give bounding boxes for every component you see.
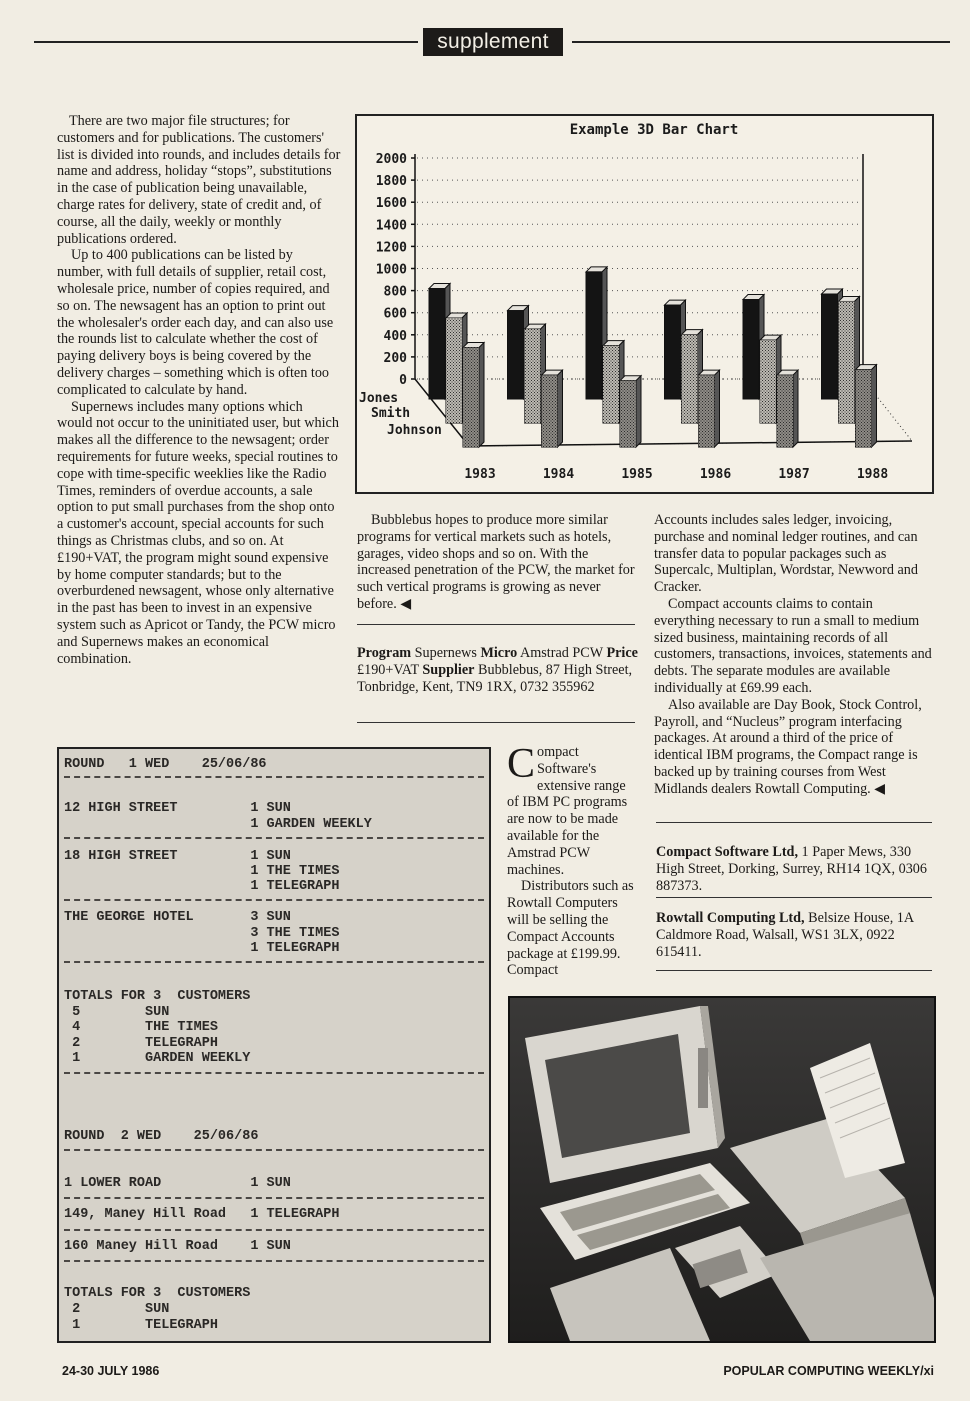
bubblebus-paragraph: Bubblebus hopes to produce more similar programs for vertical markets such as hotels, garages, video shops and so on. With the increased penetration of the PCW, the market for such vertical programs is growing as never before. (357, 512, 635, 612)
compact-article-right (654, 512, 932, 798)
bar-texture (463, 348, 479, 447)
left-article-column (57, 113, 341, 667)
header-rule-right (572, 41, 950, 43)
credit-label: Supplier (422, 661, 475, 678)
bar-texture (777, 375, 793, 447)
x-tick-label: 1988 (856, 467, 889, 482)
printout-line: 160 Maney Hill Road 1 SUN (64, 1239, 291, 1254)
rounds-printout (57, 747, 491, 1343)
x-tick-label: 1985 (621, 467, 653, 482)
x-tick-label: 1984 (542, 467, 575, 482)
printout-line: THE GEORGE HOTEL 3 SUN (64, 910, 291, 925)
bar-side (558, 370, 563, 447)
bar-side (715, 370, 720, 447)
printout-line: 2 SUN (64, 1302, 170, 1317)
contact-name: Compact Software Ltd, (656, 844, 798, 860)
contact-address: Belsize House, 1A Caldmore Road, Walsall, WS1 3LX, 0922 615411. (656, 910, 914, 960)
compact-paragraph: Also available are Day Book, Stock Control, Payroll, and “Nucleus” program interfacing packages. At around a third of the price of identical IBM programs, the Compact range is backed up by training courses from West Midlands dealers Rowtall Computing. (654, 696, 922, 797)
credit-program: Supernews (414, 645, 477, 661)
bubblebus-text (357, 512, 637, 613)
compact-paragraph: Accounts includes sales ledger, invoicing, purchase and nominal ledger routines, and can transfer data to popular packages such as Supercalc, Multiplan, Wordstar, Newword and Cracker. (654, 512, 918, 596)
bar-texture (856, 370, 872, 447)
bar-texture (839, 301, 855, 423)
printout-line: 1 GARDEN WEEKLY (64, 1051, 251, 1066)
credit-supplier: Bubblebus, 87 High Street, Tonbridge, Kent, TN9 1RX, 0732 355962 (357, 661, 633, 695)
y-tick-label: 400 (383, 328, 407, 344)
printout-line: 1 LOWER ROAD 1 SUN (64, 1176, 291, 1191)
bar-texture (446, 318, 462, 423)
printout-line: ROUND 1 WED 25/06/86 (64, 757, 267, 772)
printout-line: 2 TELEGRAPH (64, 1036, 218, 1051)
printout-line: 1 GARDEN WEEKLY (64, 817, 372, 832)
x-tick-label: 1986 (699, 467, 732, 482)
printout-dash (64, 899, 484, 901)
drop-cap: C (507, 741, 536, 787)
y-tick-label: 1000 (375, 262, 407, 278)
printout-line: 1 TELEGRAPH (64, 879, 340, 894)
x-tick-label: 1983 (464, 467, 496, 482)
printout-line: 5 SUN (64, 1005, 170, 1020)
printout-line: 1 TELEGRAPH (64, 1318, 218, 1333)
contact-name: Rowtall Computing Ltd, (656, 910, 805, 926)
bar-texture (603, 346, 619, 423)
y-tick-label: 0 (399, 373, 407, 388)
y-tick-label: 600 (383, 306, 407, 322)
compact-paragraph: ompact Software's extensive range of IBM PC programs are now to be made available for the Amstrad PCW machines. (507, 744, 628, 878)
compact-paragraph: Distributors such as Rowtall Computers will be selling the Compact Accounts package at £199.99. Compact (507, 878, 634, 979)
amstrad-pcw-photo (508, 996, 936, 1343)
credit-label: Micro (480, 645, 518, 661)
printout-dash (64, 961, 484, 963)
printout-dash (64, 1072, 484, 1074)
divider (656, 970, 932, 971)
bar-side (872, 365, 877, 447)
footer-publication: POPULAR COMPUTING WEEKLY/xi (723, 1364, 934, 1378)
x-tick-label: 1987 (778, 467, 810, 482)
credit-micro: Amstrad PCW (520, 645, 603, 661)
printout-line: 18 HIGH STREET 1 SUN (64, 849, 291, 864)
y-tick-label: 1600 (375, 196, 407, 212)
divider (357, 722, 635, 723)
footer-date: 24-30 JULY 1986 (62, 1364, 160, 1378)
bar-texture (542, 375, 558, 447)
y-tick-label: 1800 (375, 174, 407, 190)
printout-dash (64, 776, 484, 778)
y-tick-label: 2000 (375, 152, 407, 167)
bar-side (636, 376, 641, 447)
bar-texture (699, 375, 715, 447)
bar-texture (760, 340, 776, 423)
x-axis (469, 441, 912, 446)
bar-texture (525, 329, 541, 423)
printout-dash (64, 1149, 484, 1151)
printout-dash (64, 1229, 484, 1231)
series-label: Jones (359, 391, 399, 406)
chart-title: Example 3D Bar Chart (569, 122, 739, 138)
compact-paragraph: Compact accounts claims to contain everything necessary to run a small to medium sized business, maintaining records of all customers, transactions, invoices, statements and debts. The separate modules are available individually at £69.99 each. (654, 595, 932, 696)
bar-side (479, 343, 484, 447)
printout-dash (64, 837, 484, 839)
bar-chart-figure (355, 114, 934, 494)
bar-chart-svg (357, 116, 932, 492)
printout-line: TOTALS FOR 3 CUSTOMERS (64, 1286, 251, 1301)
printout-line: ROUND 2 WED 25/06/86 (64, 1129, 259, 1144)
article-paragraph: Supernews includes many options which would not occur to the uninitiated user, but which makes all the difference to the newsagent; order requirements for future weeks, special routines to cope with time-specific weeklies like the Radio Times, reminders of overdue accounts, a sale option to put small purchases from the shop onto a customer's account, special accounts for such things as Christmas clubs, and so on. At £190+VAT, the program might sound expensive by home computer standards; but to the overburdened newsagent, whose only alternative in the past has been to invest in an expensive system such as Apricot or Tandy, the PCW micro and Supernews makes an economical combination. (57, 398, 339, 667)
compact-article-column (507, 741, 637, 979)
printout-line: TOTALS FOR 3 CUSTOMERS (64, 989, 251, 1004)
article-paragraph: Up to 400 publications can be listed by number, with full details of supplier, retail cost, wholesale price, number of copies required, and so on. The newsagent has an option to print out the wholesaler's order each day, and can also use the rounds list to calculate whether the cost of paying delivery boys is being covered by the delivery charges – something which is often too complicated to calculate by hand. (57, 247, 334, 398)
article-paragraph: There are two major file structures; for customers and for publications. The customers' list is divided into rounds, and includes details for name and address, holiday “stops”, substitutions in the case of publication being unavailable, charge rates for delivery, state of credit and, of course, all the daily, weekly or monthly publications ordered. (57, 113, 341, 247)
end-mark-icon: ◀ (874, 780, 886, 797)
computer-illustration (510, 998, 934, 1341)
printout-line: 3 THE TIMES (64, 926, 340, 941)
y-tick-label: 1400 (375, 218, 407, 234)
printout-line: 149, Maney Hill Road 1 TELEGRAPH (64, 1207, 340, 1222)
printout-dash (64, 1197, 484, 1199)
contact-address: 1 Paper Mews, 330 High Street, Dorking, Surrey, RH14 1QX, 0306 887373. (656, 844, 927, 894)
section-banner: supplement (423, 28, 563, 56)
end-mark-icon: ◀ (400, 595, 412, 612)
printout-line: 1 TELEGRAPH (64, 941, 340, 956)
compact-contact (656, 844, 932, 894)
credit-price: £190+VAT (357, 661, 419, 678)
divider (656, 897, 932, 898)
divider (357, 624, 635, 625)
credit-label: Price (606, 645, 638, 661)
printout-dash (64, 1260, 484, 1262)
printout-line: 12 HIGH STREET 1 SUN (64, 801, 291, 816)
series-label: Smith (371, 406, 411, 421)
credit-label: Program (357, 645, 412, 661)
y-tick-label: 1200 (375, 240, 407, 256)
bar-texture (620, 381, 636, 447)
divider (656, 822, 932, 823)
printout-line: 4 THE TIMES (64, 1020, 218, 1035)
rowtall-contact (656, 910, 932, 960)
series-label: Johnson (387, 423, 442, 438)
program-credits (357, 645, 639, 695)
bar-side (793, 370, 798, 447)
printout-line: 1 THE TIMES (64, 864, 340, 879)
y-tick-label: 200 (383, 350, 407, 366)
header-rule-left (34, 41, 418, 43)
y-tick-label: 800 (383, 284, 407, 300)
bar-texture (682, 335, 698, 423)
